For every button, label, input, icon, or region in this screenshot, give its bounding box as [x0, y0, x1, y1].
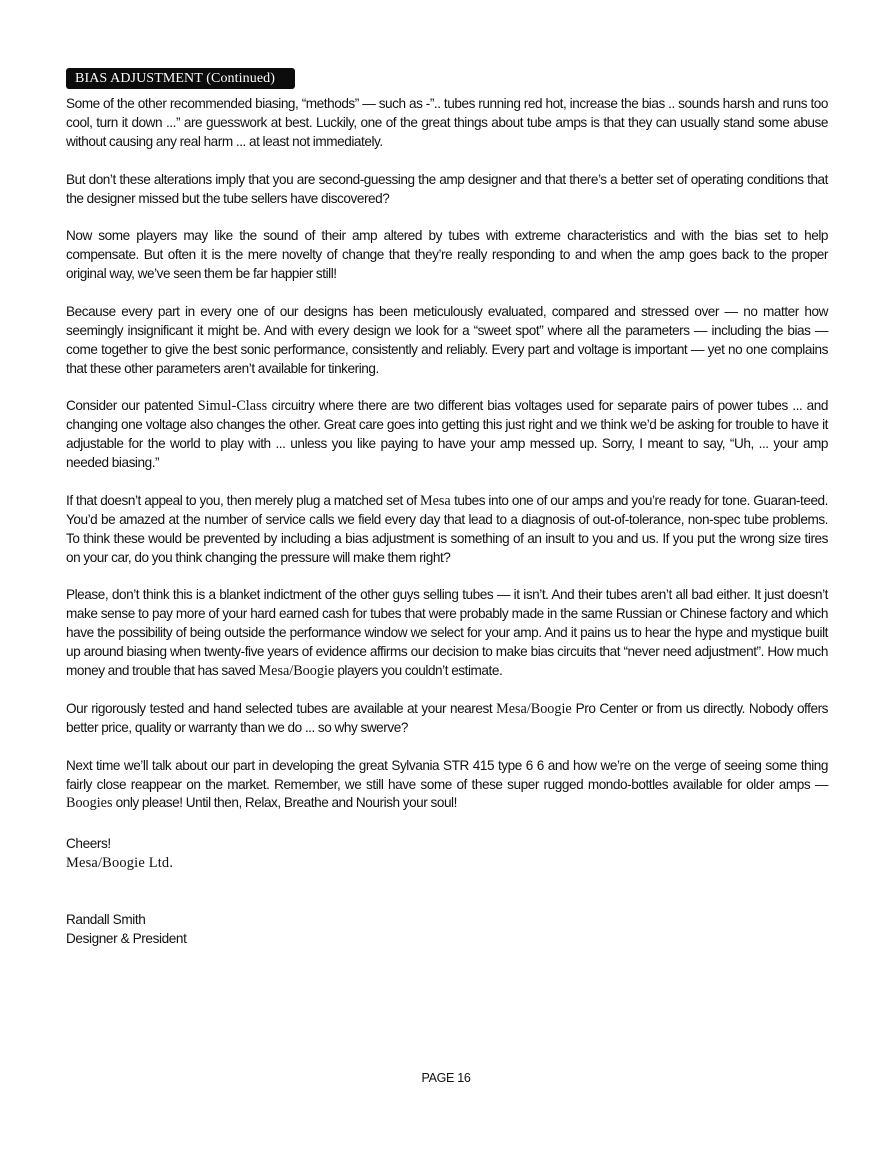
paragraph-text: Some of the other recommended biasing, “methods” — such as -”.. tubes running red hot, increase the bias .. sounds harsh and runs too cool, turn it down ...” are guesswork at best. Luckily, one of the great things about tube amps is that they can usually stand some abuse without causing any real harm ... at least not immediately.	[66, 96, 828, 149]
mesa-boogie-brand: Mesa/Boogie	[258, 663, 335, 680]
paragraph-pro-center	[66, 700, 828, 738]
paragraph-text: players you couldn’t estimate.	[334, 663, 503, 679]
paragraph-guesswork	[66, 95, 828, 152]
mesa-boogie-brand: Mesa/Boogie	[496, 700, 572, 717]
paragraph-text: Next time we’ll talk about our part in developing the great Sylvania STR 415 type 6 6 and how we’re on the verge of seeing some thing fairly close reappear on the market. Remember, we still have some of these super rugged mondo-bottles available for older amps —	[66, 757, 828, 792]
paragraph-text: Pro Center or from us directly. Nobody offers better price, quality or warranty than we do ... so why swerve?	[66, 700, 828, 735]
paragraph-simul-class	[66, 397, 828, 473]
paragraph-sweet-spot	[66, 303, 828, 379]
boogies-brand: Boogies	[66, 795, 113, 812]
paragraph-other-guys	[66, 586, 828, 681]
paragraph-second-guessing	[66, 171, 828, 209]
greeting: Cheers!	[66, 836, 111, 851]
section-header-tab	[66, 68, 295, 89]
paragraph-next-time	[66, 757, 828, 814]
paragraph-text: circuitry where there are two different bias voltages used for separate pairs of power tubes ... and changing one voltage also changes the other. Great care goes into getting this just right and we think we’d be asking for trouble to have it adjustable for the world to play with ... unless you like paying to have your amp messed up. Sorry, I meant to say, “Uh, ... your amp needed biasing.”	[66, 398, 829, 471]
page-number: PAGE 16	[421, 1071, 471, 1085]
paragraph-text: Now some players may like the sound of their amp altered by tubes with extreme characteristics and with the bias set to help compensate. But often it is the mere novelty of change that they’re really responding to and when the amp goes back to the proper original way, we’ve seen them be far happier still!	[66, 228, 828, 282]
signature-block	[66, 911, 466, 949]
paragraph-matched-set	[66, 492, 828, 568]
mesa-brand: Mesa	[420, 492, 451, 509]
paragraph-text: tubes into one of our amps and you’re ready for tone. Guaran-teed. You’d be amazed at the number of service calls we field every day that lead to a diagnosis of out-of-tolerance, non-spec tube problems. To think these would be prevented by including a bias adjustment is something of an insult to you and us. If you put the wrong size tires on your car, do you think changing the pressure will make them right?	[66, 492, 828, 565]
paragraph-text: Consider our patented	[66, 398, 198, 414]
company-name: Mesa/Boogie Ltd.	[66, 854, 174, 871]
signoff-block	[66, 835, 466, 873]
paragraph-text: Please, don’t think this is a blanket indictment of the other guys selling tubes — it isn’t. And their tubes aren’t all bad either. It just doesn’t make sense to pay more of your hard earned cash for tubes that were probably made in the same Russian or Chinese factory and which have the possibility of being outside the performance window we select for your amp. And it pains us to hear the hype and mystique built up around biasing when twenty-five years of evidence affirms our decision to make bias circuits that “never need adjustment”. How much money and trouble that has saved	[66, 587, 828, 679]
signer-title: Designer & President	[66, 930, 187, 946]
paragraph-text: If that doesn’t appeal to you, then merely plug a matched set of	[66, 492, 420, 508]
section-header-label: BIAS ADJUSTMENT (Continued)	[75, 71, 276, 86]
simul-class-brand: Simul-Class	[197, 398, 268, 415]
paragraph-text: But don’t these alterations imply that you are second-guessing the amp designer and that there’s a better set of operating conditions that the designer missed but the tube sellers have discovered?	[66, 171, 828, 206]
paragraph-text: only please! Until then, Relax, Breathe and Nourish your soul!	[112, 795, 457, 811]
paragraph-novelty	[66, 227, 828, 284]
article-body	[66, 95, 828, 832]
signer-name: Randall Smith	[66, 912, 146, 927]
paragraph-text: Because every part in every one of our designs has been meticulously evaluated, compared and stressed over — no matter how seemingly insignificant it might be. And with every design we look for a “sweet spot” where all the parameters — including the bias — come together to give the best sonic performance, consistently and reliably. Every part and voltage is important — yet no one complains that these other parameters aren’t available for tinkering.	[66, 303, 828, 376]
paragraph-text: Our rigorously tested and hand selected tubes are available at your nearest	[66, 700, 497, 716]
